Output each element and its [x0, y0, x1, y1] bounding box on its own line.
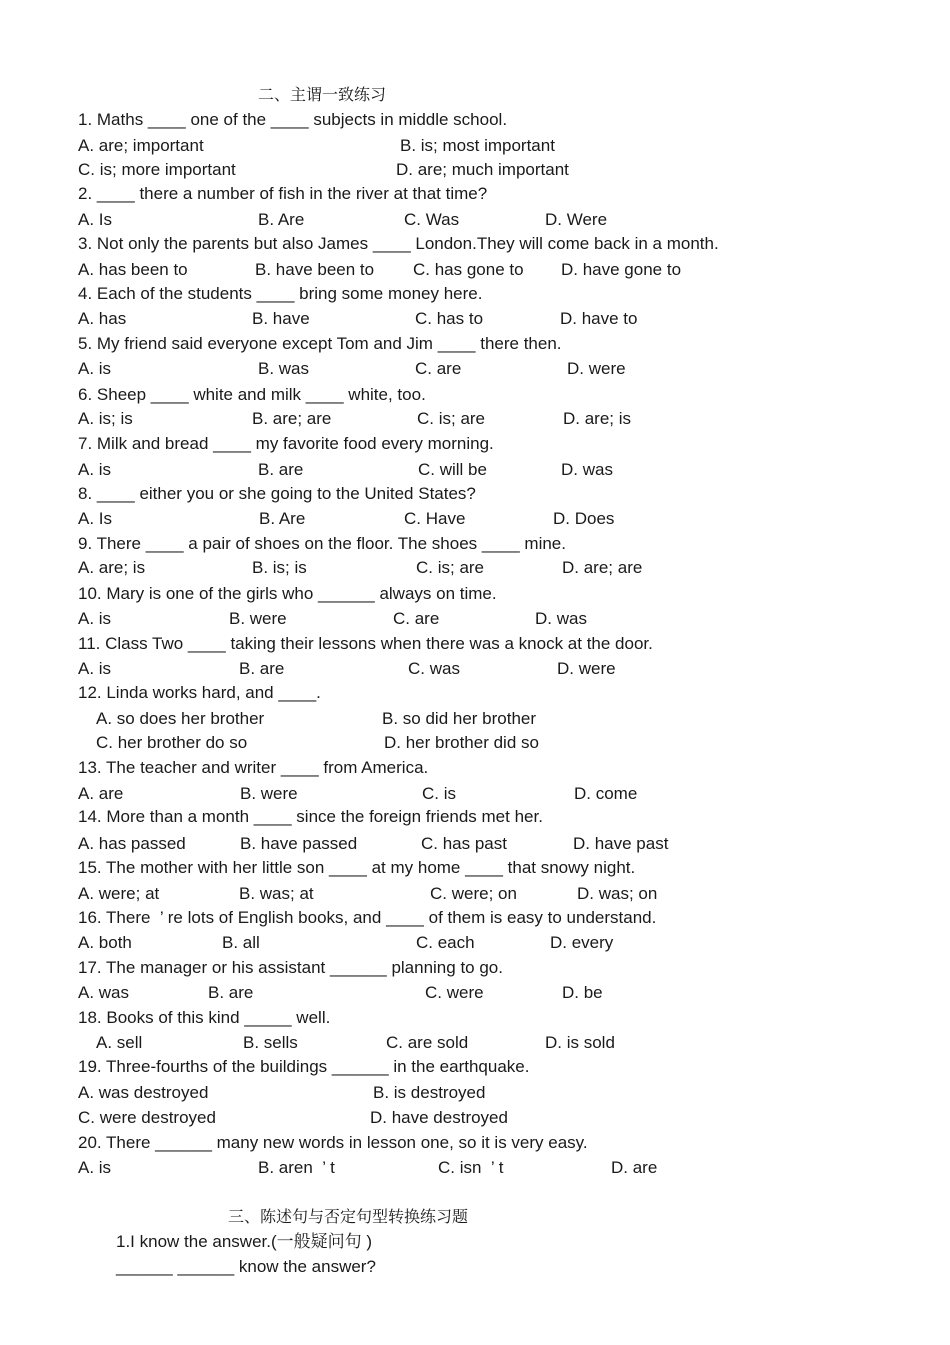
- answer-option: A. is: [78, 1158, 112, 1177]
- answer-option: B. is; most important: [400, 136, 555, 155]
- answer-option: D. Were: [545, 210, 608, 229]
- answer-option: C. has gone to: [413, 260, 524, 279]
- answer-option: B. sells: [243, 1033, 298, 1052]
- answer-option: C. each: [416, 933, 475, 952]
- answer-option: C. are: [415, 359, 462, 378]
- answer-option: D. was; on: [577, 884, 658, 903]
- answer-option: D. is sold: [545, 1033, 615, 1052]
- answer-option: D. are; is: [563, 409, 632, 428]
- answer-option: B. aren ’ t: [258, 1158, 335, 1177]
- answer-option: A. was destroyed: [78, 1083, 209, 1102]
- answer-option: C. has to: [415, 309, 484, 328]
- answer-option: B. was: [258, 359, 310, 378]
- answer-option: C. is: [422, 784, 456, 803]
- question-line: 14. More than a month ____ since the foreign friends met her.: [78, 807, 543, 826]
- answer-option: B. all: [222, 933, 260, 952]
- section-3-heading: 三、陈述句与否定句型转换练习题: [228, 1207, 469, 1226]
- answer-option: C. were destroyed: [78, 1108, 216, 1127]
- answer-option: D. have destroyed: [370, 1108, 508, 1127]
- answer-option: D. are; much important: [396, 160, 569, 179]
- answer-option: B. were: [229, 609, 287, 628]
- answer-option: D. were: [557, 659, 616, 678]
- answer-option: B. so did her brother: [382, 709, 537, 728]
- question-line: 2. ____ there a number of fish in the river at that time?: [78, 184, 488, 203]
- answer-option: B. are; are: [252, 409, 332, 428]
- question-line: 6. Sheep ____ white and milk ____ white, too.: [78, 385, 426, 404]
- answer-option: B. are: [208, 983, 254, 1002]
- answer-option: B. Are: [259, 509, 306, 528]
- answer-option: B. are: [258, 460, 304, 479]
- answer-option: D. was: [561, 460, 613, 479]
- question-line: 1. Maths ____ one of the ____ subjects in middle school.: [78, 110, 508, 129]
- answer-option: B. are: [239, 659, 285, 678]
- answer-option: B. is; is: [252, 558, 307, 577]
- section-2-heading: 二、主谓一致练习: [258, 85, 387, 104]
- answer-option: A. has been to: [78, 260, 188, 279]
- answer-option: C. isn ’ t: [438, 1158, 504, 1177]
- answer-option: B. have passed: [240, 834, 358, 853]
- question-line: 8. ____ either you or she going to the United States?: [78, 484, 476, 503]
- answer-option: D. are: [611, 1158, 658, 1177]
- answer-option: A. is: [78, 659, 112, 678]
- question-line: 15. The mother with her little son ____ at my home ____ that snowy night.: [78, 858, 636, 877]
- question-line: 18. Books of this kind _____ well.: [78, 1008, 331, 1027]
- answer-option: C. were: [425, 983, 484, 1002]
- answer-option: A. is: [78, 460, 112, 479]
- answer-option: D. have past: [573, 834, 669, 853]
- answer-option: D. come: [574, 784, 638, 803]
- answer-option: C. is; are: [417, 409, 486, 428]
- answer-option: D. have to: [560, 309, 638, 328]
- answer-option: D. every: [550, 933, 614, 952]
- answer-option: C. is; more important: [78, 160, 236, 179]
- answer-option: A. is; is: [78, 409, 133, 428]
- question-line: 12. Linda works hard, and ____.: [78, 683, 321, 702]
- question-line: 16. There ’ re lots of English books, and ____ of them is easy to understand.: [78, 908, 657, 927]
- question-line: 3. Not only the parents but also James ____ London.They will come back in a month.: [78, 234, 719, 253]
- question-line: 4. Each of the students ____ bring some money here.: [78, 284, 483, 303]
- answer-option: D. have gone to: [561, 260, 682, 279]
- question-line: 11. Class Two ____ taking their lessons when there was a knock at the door.: [78, 634, 653, 653]
- question-line: 17. The manager or his assistant ______ planning to go.: [78, 958, 503, 977]
- answer-option: D. were: [567, 359, 626, 378]
- answer-option: C. are: [393, 609, 440, 628]
- answer-option: D. be: [562, 983, 603, 1002]
- answer-option: D. her brother did so: [384, 733, 539, 752]
- answer-option: D. was: [535, 609, 587, 628]
- answer-option: A. Is: [78, 509, 113, 528]
- answer-option: A. sell: [96, 1033, 143, 1052]
- question-line: ______ ______ know the answer?: [116, 1257, 376, 1276]
- answer-option: A. has passed: [78, 834, 186, 853]
- answer-option: D. are; are: [562, 558, 643, 577]
- question-line: 1.I know the answer.(一般疑问句 ): [116, 1232, 373, 1251]
- answer-option: A. are: [78, 784, 124, 803]
- question-line: 19. Three-fourths of the buildings ______ in the earthquake.: [78, 1057, 530, 1076]
- answer-option: B. have: [252, 309, 310, 328]
- question-line: 10. Mary is one of the girls who ______ always on time.: [78, 584, 497, 603]
- answer-option: B. is destroyed: [373, 1083, 486, 1102]
- answer-option: A. has: [78, 309, 127, 328]
- answer-option: C. was: [408, 659, 460, 678]
- answer-option: B. was; at: [239, 884, 314, 903]
- question-line: 9. There ____ a pair of shoes on the floor. The shoes ____ mine.: [78, 534, 566, 553]
- question-line: 20. There ______ many new words in lesson one, so it is very easy.: [78, 1133, 588, 1152]
- answer-option: B. were: [240, 784, 298, 803]
- answer-option: A. is: [78, 609, 112, 628]
- answer-option: B. have been to: [255, 260, 375, 279]
- answer-option: A. Is: [78, 210, 113, 229]
- question-line: 13. The teacher and writer ____ from America.: [78, 758, 429, 777]
- answer-option: C. her brother do so: [96, 733, 248, 752]
- answer-option: C. has past: [421, 834, 507, 853]
- answer-option: A. was: [78, 983, 130, 1002]
- answer-option: A. were; at: [78, 884, 160, 903]
- answer-option: A. are; important: [78, 136, 204, 155]
- answer-option: B. Are: [258, 210, 305, 229]
- answer-option: C. are sold: [386, 1033, 469, 1052]
- answer-option: A. is: [78, 359, 112, 378]
- question-line: 7. Milk and bread ____ my favorite food every morning.: [78, 434, 494, 453]
- answer-option: C. Was: [404, 210, 460, 229]
- answer-option: C. Have: [404, 509, 466, 528]
- answer-option: C. were; on: [430, 884, 517, 903]
- answer-option: C. will be: [418, 460, 487, 479]
- answer-option: A. are; is: [78, 558, 146, 577]
- answer-option: C. is; are: [416, 558, 485, 577]
- question-line: 5. My friend said everyone except Tom and Jim ____ there then.: [78, 334, 562, 353]
- answer-option: D. Does: [553, 509, 615, 528]
- answer-option: A. both: [78, 933, 132, 952]
- answer-option: A. so does her brother: [96, 709, 265, 728]
